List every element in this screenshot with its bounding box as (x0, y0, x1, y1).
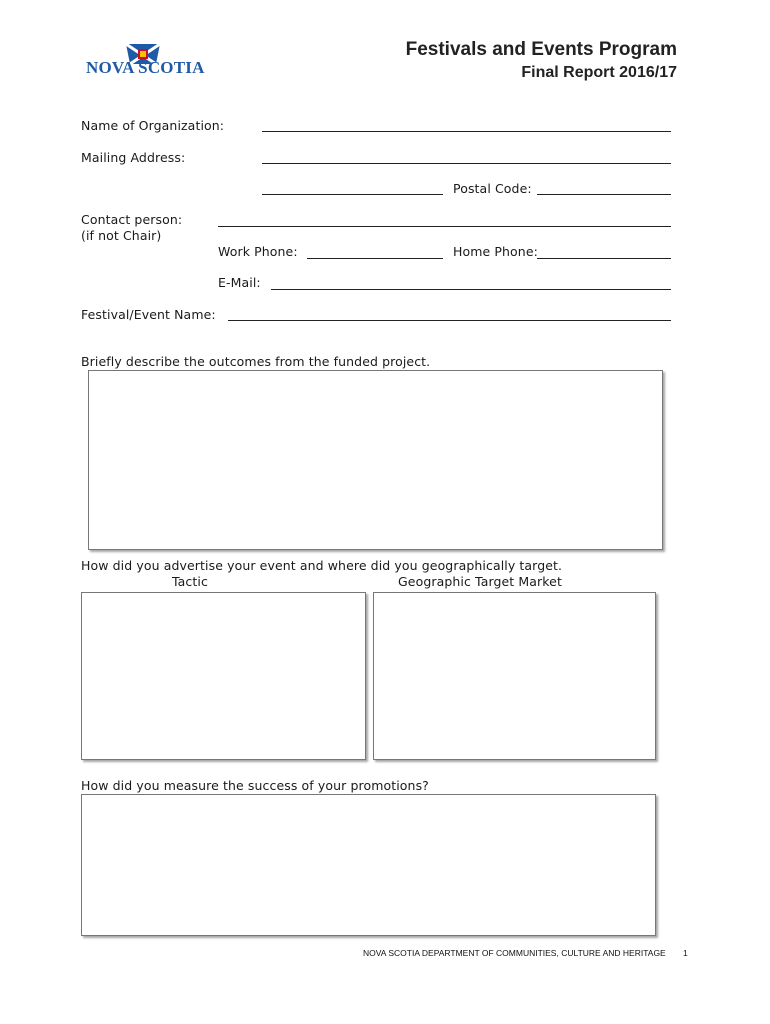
outcomes-textarea[interactable] (88, 370, 663, 550)
outcomes-question: Briefly describe the outcomes from the funded project. (81, 354, 431, 369)
tactic-textarea[interactable] (81, 592, 366, 760)
email-label: E-Mail: (218, 275, 261, 290)
advertise-question: How did you advertise your event and where did you geographically target. (81, 558, 563, 573)
postal-code-label: Postal Code: (453, 181, 532, 196)
measure-textarea[interactable] (81, 794, 656, 936)
page-subtitle: Final Report 2016/17 (521, 64, 677, 81)
measure-question: How did you measure the success of your promotions? (81, 778, 429, 793)
mailing-address-line2-field[interactable] (262, 194, 443, 195)
mailing-address-field[interactable] (262, 163, 671, 164)
page-number: 1 (683, 948, 688, 958)
work-phone-label: Work Phone: (218, 244, 298, 259)
geographic-target-textarea[interactable] (373, 592, 656, 760)
contact-person-label: Contact person: (81, 212, 183, 227)
email-field[interactable] (271, 289, 671, 290)
tactic-header: Tactic (172, 574, 208, 589)
work-phone-field[interactable] (307, 258, 443, 259)
org-name-field[interactable] (262, 131, 671, 132)
contact-note-label: (if not Chair) (81, 228, 162, 243)
org-name-label: Name of Organization: (81, 118, 225, 133)
nova-scotia-logo (86, 40, 206, 80)
festival-name-field[interactable] (228, 320, 671, 321)
home-phone-label: Home Phone: (453, 244, 538, 259)
footer-department: NOVA SCOTIA DEPARTMENT OF COMMUNITIES, CULTURE AND HERITAGE (363, 948, 666, 958)
page-title: Festivals and Events Program (405, 39, 677, 60)
home-phone-field[interactable] (537, 258, 671, 259)
festival-name-label: Festival/Event Name: (81, 307, 216, 322)
geographic-target-header: Geographic Target Market (398, 574, 562, 589)
mailing-address-label: Mailing Address: (81, 150, 186, 165)
postal-code-field[interactable] (537, 194, 671, 195)
contact-person-field[interactable] (218, 226, 671, 227)
logo-text: NOVA SCOTIA (86, 58, 205, 77)
